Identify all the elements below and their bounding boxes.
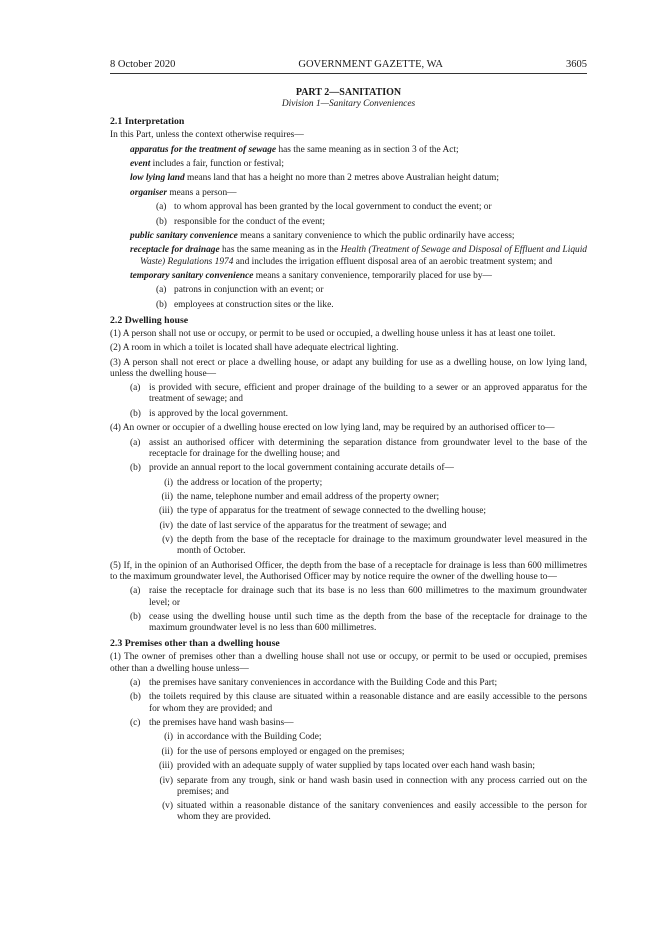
- item-label: (iv): [159, 775, 173, 786]
- item-text: the premises have hand wash basins—: [149, 717, 294, 728]
- act-title: Health (Treatment of Sewage and Disposal of Effluent and Liquid Waste) Regulations 1974: [140, 245, 587, 267]
- list-item: [110, 586, 587, 608]
- item-text: the toilets required by this clause are situated within a reasonable distance and are easily accessible to the persons for whom they are provided; and: [149, 692, 587, 714]
- section-2-1-intro: In this Part, unless the context otherwise requires—: [110, 130, 304, 141]
- list-item: [110, 801, 587, 823]
- header-title: GOVERNMENT GAZETTE, WA: [298, 59, 443, 70]
- item-text: situated within a reasonable distance of the sanitary conveniences and easily accessible to the person for whom they are provided.: [177, 801, 587, 823]
- item-text: responsible for the conduct of the event;: [174, 216, 325, 227]
- definition-apparatus: [110, 145, 587, 156]
- definition-text: includes a fair, function or festival;: [150, 158, 285, 169]
- list-item: [110, 383, 587, 405]
- section-2-2-heading: 2.2 Dwelling house: [110, 314, 189, 326]
- gazette-page: [110, 58, 587, 827]
- subclause-1: (1) A person shall not use or occupy, or permit to be used or occupied, a dwelling house unless it has at least one toilet.: [110, 328, 556, 339]
- part-title: PART 2—SANITATION: [295, 87, 402, 98]
- item-label: (a): [130, 677, 141, 688]
- item-label: (a): [130, 383, 141, 394]
- list-item: [110, 438, 587, 460]
- item-label: (b): [130, 692, 141, 703]
- list-item: [110, 285, 587, 296]
- item-label: (b): [130, 611, 141, 622]
- item-label: (b): [130, 463, 141, 474]
- item-label: (b): [156, 299, 167, 310]
- item-text: the name, telephone number and email address of the property owner;: [177, 492, 440, 503]
- page-header: [110, 58, 587, 74]
- item-label: (b): [156, 216, 167, 227]
- definition-event: [110, 159, 587, 170]
- list-item: [110, 718, 587, 729]
- item-text: is provided with secure, efficient and proper drainage of the building to a sewer or an approved apparatus for the treatment of sewage; and: [149, 383, 587, 405]
- item-text: provide an annual report to the local government containing accurate details of—: [149, 463, 454, 474]
- item-text: cease using the dwelling house until such time as the depth from the base of the receptacle for drainage to the maximum groundwater level is no less than 600 millimetres.: [149, 611, 587, 634]
- list-item: [110, 217, 587, 228]
- item-label: (a): [156, 202, 167, 213]
- definition-organiser: [110, 188, 587, 199]
- definition-receptacle-for-drainage: [110, 245, 587, 267]
- list-item: [110, 506, 587, 517]
- item-text: the date of last service of the apparatus for the treatment of sewage; and: [177, 520, 447, 531]
- item-label: (iv): [159, 520, 173, 531]
- definition-low-lying-land: [110, 173, 587, 184]
- list-item: [110, 612, 587, 634]
- item-text: provided with an adequate supply of water supplied by taps located over each hand wash basin;: [177, 761, 535, 772]
- item-text: the premises have sanitary conveniences in accordance with the Building Code and this Part;: [149, 677, 498, 688]
- definition-text: means a sanitary convenience, temporarily placed for use by—: [253, 270, 492, 281]
- list-item: [110, 521, 587, 532]
- list-item: [110, 776, 587, 798]
- item-text: in accordance with the Building Code;: [177, 732, 322, 743]
- subclause-5: (5) If, in the opinion of an Authorised Officer, the depth from the base of a receptacle for drainage is less than 600 millimetres to the maximum groundwater level, the Authorised Officer may by notice require the owner of the dwelling house to—: [110, 560, 587, 582]
- item-text: the address or location of the property;: [177, 477, 323, 488]
- list-item: [110, 535, 587, 557]
- term: event: [130, 158, 151, 169]
- list-item: [110, 492, 587, 503]
- list-item: [110, 202, 587, 213]
- section-2-1-heading: 2.1 Interpretation: [110, 116, 185, 128]
- definition-text: has the same meaning as in the: [219, 245, 341, 256]
- list-item: [110, 747, 587, 758]
- definition-text: and includes the irrigation effluent disposal area of an aerobic treatment system; and: [233, 256, 553, 267]
- list-item: [110, 463, 587, 474]
- item-label: (iii): [158, 761, 173, 772]
- item-label: (a): [130, 437, 141, 448]
- item-label: (b): [130, 408, 141, 419]
- list-item: [110, 300, 587, 311]
- item-text: separate from any trough, sink or hand wash basin used in connection with any process carried out on the premises; and: [177, 775, 587, 797]
- header-page-number: 3605: [565, 59, 587, 70]
- term: organiser: [130, 187, 167, 198]
- item-label: (i): [164, 732, 173, 743]
- list-item: [110, 409, 587, 420]
- item-label: (iii): [158, 506, 173, 517]
- definition-text: means land that has a height no more than 2 metres above Australian height datum;: [184, 173, 499, 184]
- list-item: [110, 692, 587, 714]
- subclause-1: (1) The owner of premises other than a dwelling house shall not use or occupy, or permit to be used or occupied, premises other than a dwelling house unless—: [110, 652, 587, 674]
- header-date: 8 October 2020: [110, 59, 176, 70]
- item-text: raise the receptacle for drainage such that its base is no less than 600 millimetres to the maximum groundwater level; or: [149, 586, 587, 608]
- item-label: (a): [156, 285, 167, 296]
- item-label: (i): [164, 477, 173, 488]
- term: apparatus for the treatment of sewage: [130, 144, 277, 155]
- term: receptacle for drainage: [130, 245, 220, 256]
- item-text: is approved by the local government.: [149, 408, 289, 419]
- item-label: (ii): [161, 492, 173, 503]
- subclause-2: (2) A room in which a toilet is located shall have adequate electrical lighting.: [110, 343, 399, 354]
- definition-temporary-sanitary-convenience: [110, 271, 587, 282]
- item-text: the depth from the base of the receptacle for drainage to the maximum groundwater level measured in the month of October.: [177, 535, 587, 557]
- definition-text: means a sanitary convenience to which the public ordinarily have access;: [237, 230, 515, 241]
- item-text: the type of apparatus for the treatment of sewage connected to the dwelling house;: [177, 506, 487, 517]
- item-label: (ii): [161, 746, 173, 757]
- term: low lying land: [130, 173, 185, 184]
- item-label: (v): [162, 535, 173, 546]
- definition-text: means a person—: [167, 187, 237, 198]
- definition-public-sanitary-convenience: [110, 231, 587, 242]
- subclause-3: (3) A person shall not erect or place a dwelling house, or adapt any building for use as a dwelling house, on low lying land, unless the dwelling house—: [110, 357, 587, 379]
- item-label: (a): [130, 586, 141, 597]
- item-text: for the use of persons employed or engaged on the premises;: [177, 746, 405, 757]
- list-item: [110, 678, 587, 689]
- term: public sanitary convenience: [130, 230, 238, 241]
- definition-text: has the same meaning as in section 3 of the Act;: [276, 144, 459, 155]
- division-title: Division 1—Sanitary Conveniences: [281, 99, 416, 109]
- item-label: (c): [130, 717, 141, 728]
- term: temporary sanitary convenience: [130, 270, 254, 281]
- subclause-4: (4) An owner or occupier of a dwelling house erected on low lying land, may be required by an authorised officer to—: [110, 423, 555, 434]
- item-text: employees at construction sites or the like.: [174, 299, 334, 310]
- list-item: [110, 761, 587, 772]
- item-text: patrons in conjunction with an event; or: [174, 285, 324, 296]
- list-item: [110, 478, 587, 489]
- item-label: (v): [162, 801, 173, 812]
- item-text: assist an authorised officer with determining the separation distance from groundwater level to the base of the receptacle for drainage for the dwelling house; and: [149, 437, 587, 459]
- list-item: [110, 732, 587, 743]
- section-2-3-heading: 2.3 Premises other than a dwelling house: [110, 638, 280, 650]
- item-text: to whom approval has been granted by the local government to conduct the event; or: [174, 202, 492, 213]
